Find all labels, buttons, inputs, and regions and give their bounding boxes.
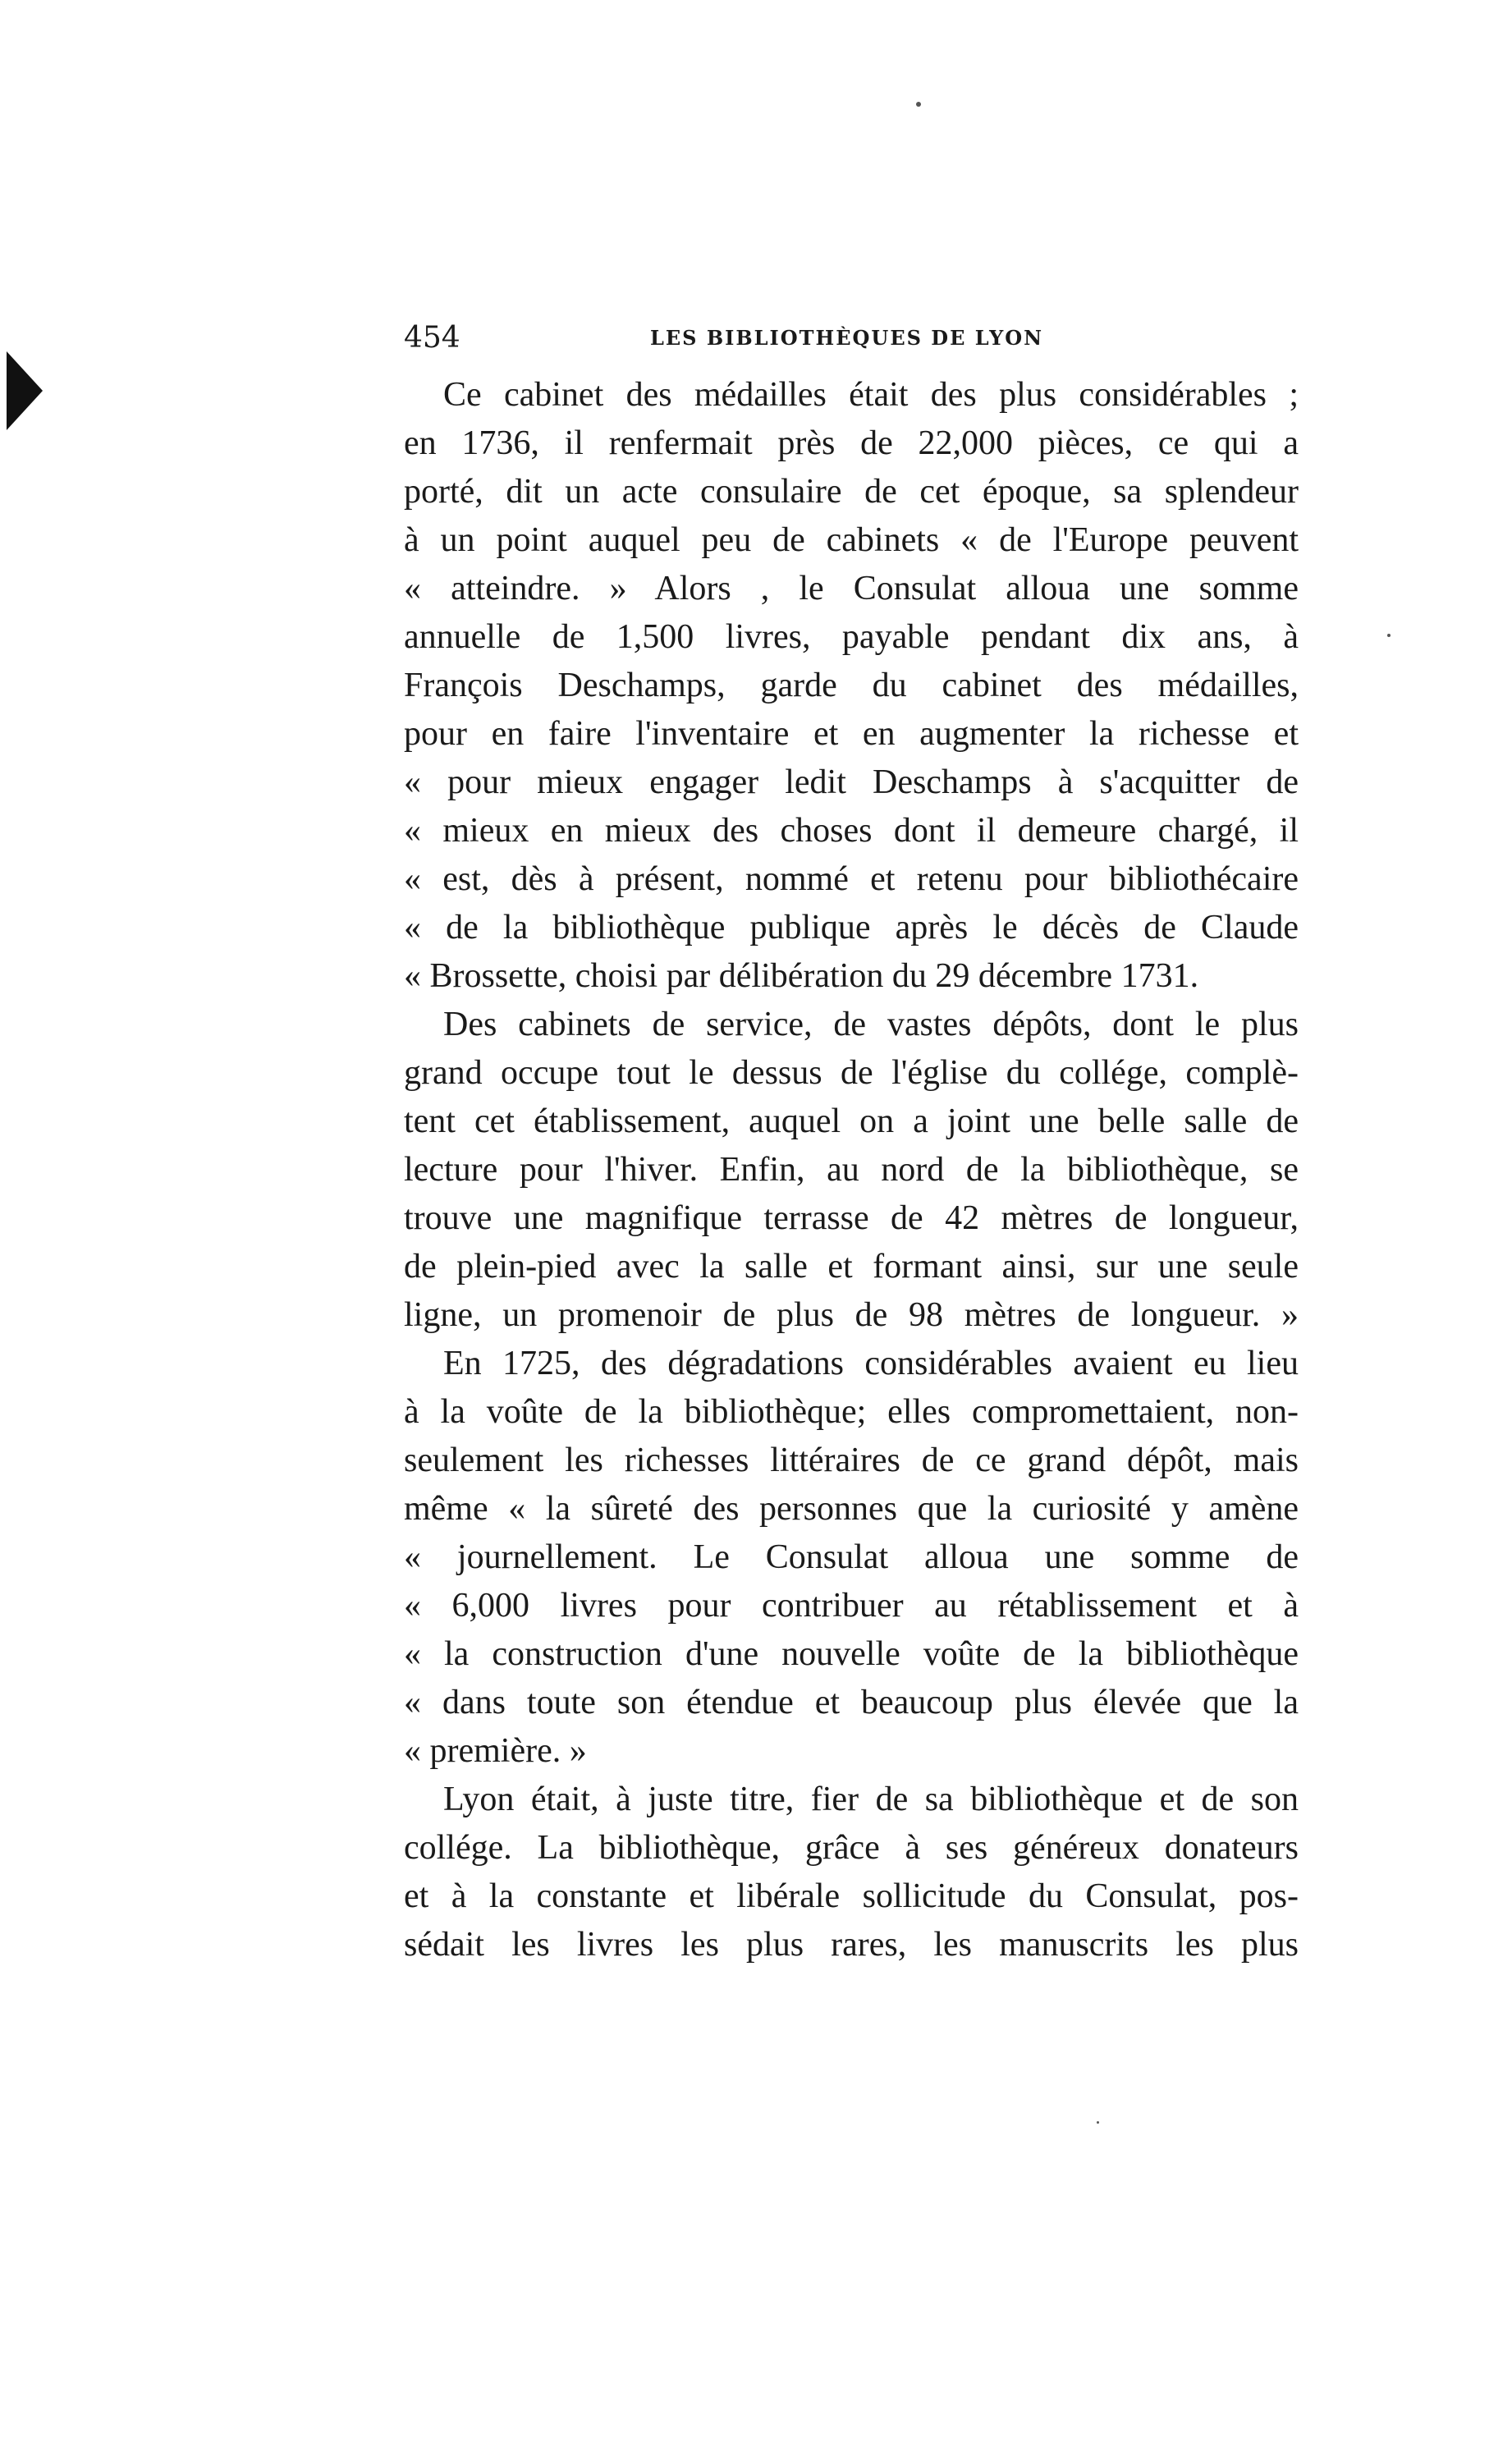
- text-line: Lyon était, à juste titre, fier de sa bibliothèque et de son: [443, 1781, 1299, 1818]
- text-line: « est, dès à présent, nommé et retenu pour bibliothécaire: [404, 860, 1299, 898]
- text-line: « pour mieux engager ledit Deschamps à s'acquitter de: [404, 763, 1299, 801]
- text-line: « atteindre. » Alors , le Consulat alloua une somme: [404, 570, 1299, 607]
- text-line: « de la bibliothèque publique après le décès de Claude: [404, 909, 1299, 946]
- text-line: en 1736, il renfermait près de 22,000 pièces, ce qui a: [404, 424, 1299, 462]
- ink-speck: [1387, 634, 1391, 637]
- text-line: lecture pour l'hiver. Enfin, au nord de la bibliothèque, se: [404, 1151, 1299, 1189]
- text-line: « première. »: [404, 1732, 587, 1770]
- text-line: pour en faire l'inventaire et en augmenter la richesse et: [404, 715, 1299, 753]
- text-line: « journellement. Le Consulat alloua une somme de: [404, 1538, 1299, 1576]
- text-line: et à la constante et libérale sollicitude du Consulat, pos-: [404, 1877, 1299, 1915]
- page-header: [404, 319, 1299, 358]
- text-line: sédait les livres les plus rares, les manuscrits les plus: [404, 1926, 1299, 1964]
- text-line: « mieux en mieux des choses dont il demeure chargé, il: [404, 812, 1299, 850]
- text-line: à un point auquel peu de cabinets « de l'Europe peuvent: [404, 521, 1299, 559]
- text-line: François Deschamps, garde du cabinet des médailles,: [404, 667, 1299, 704]
- text-line: tent cet établissement, auquel on a joint une belle salle de: [404, 1102, 1299, 1140]
- text-line: même « la sûreté des personnes que la curiosité y amène: [404, 1490, 1299, 1528]
- text-line: « dans toute son étendue et beaucoup plus élevée que la: [404, 1684, 1299, 1721]
- text-line: trouve une magnifique terrasse de 42 mètres de longueur,: [404, 1199, 1299, 1237]
- text-line: seulement les richesses littéraires de ce grand dépôt, mais: [404, 1442, 1299, 1479]
- page-number: 454: [404, 321, 460, 355]
- margin-arrow-icon: [7, 351, 43, 430]
- text-line: « 6,000 livres pour contribuer au rétablissement et à: [404, 1587, 1299, 1625]
- text-line: grand occupe tout le dessus de l'église du collége, complè-: [404, 1054, 1299, 1092]
- text-line: de plein-pied avec la salle et formant ainsi, sur une seule: [404, 1248, 1299, 1286]
- text-line: ligne, un promenoir de plus de 98 mètres de longueur. »: [404, 1296, 1299, 1334]
- text-line: En 1725, des dégradations considérables avaient eu lieu: [443, 1345, 1299, 1382]
- text-line: Ce cabinet des médailles était des plus considérables ;: [443, 376, 1299, 414]
- ink-speck: [1097, 2121, 1099, 2124]
- text-line: « Brossette, choisi par délibération du 29 décembre 1731.: [404, 957, 1199, 995]
- body-text: [404, 371, 1299, 1969]
- text-line: « la construction d'une nouvelle voûte de la bibliothèque: [404, 1635, 1299, 1673]
- running-title: LES BIBLIOTHÈQUES DE LYON: [650, 326, 1044, 350]
- text-line: porté, dit un acte consulaire de cet époque, sa splendeur: [404, 473, 1299, 511]
- text-line: à la voûte de la bibliothèque; elles compromettaient, non-: [404, 1393, 1299, 1431]
- text-line: annuelle de 1,500 livres, payable pendant dix ans, à: [404, 618, 1299, 656]
- text-line: collége. La bibliothèque, grâce à ses généreux donateurs: [404, 1829, 1299, 1867]
- text-line: Des cabinets de service, de vastes dépôts, dont le plus: [443, 1006, 1299, 1043]
- ink-speck: [916, 102, 921, 107]
